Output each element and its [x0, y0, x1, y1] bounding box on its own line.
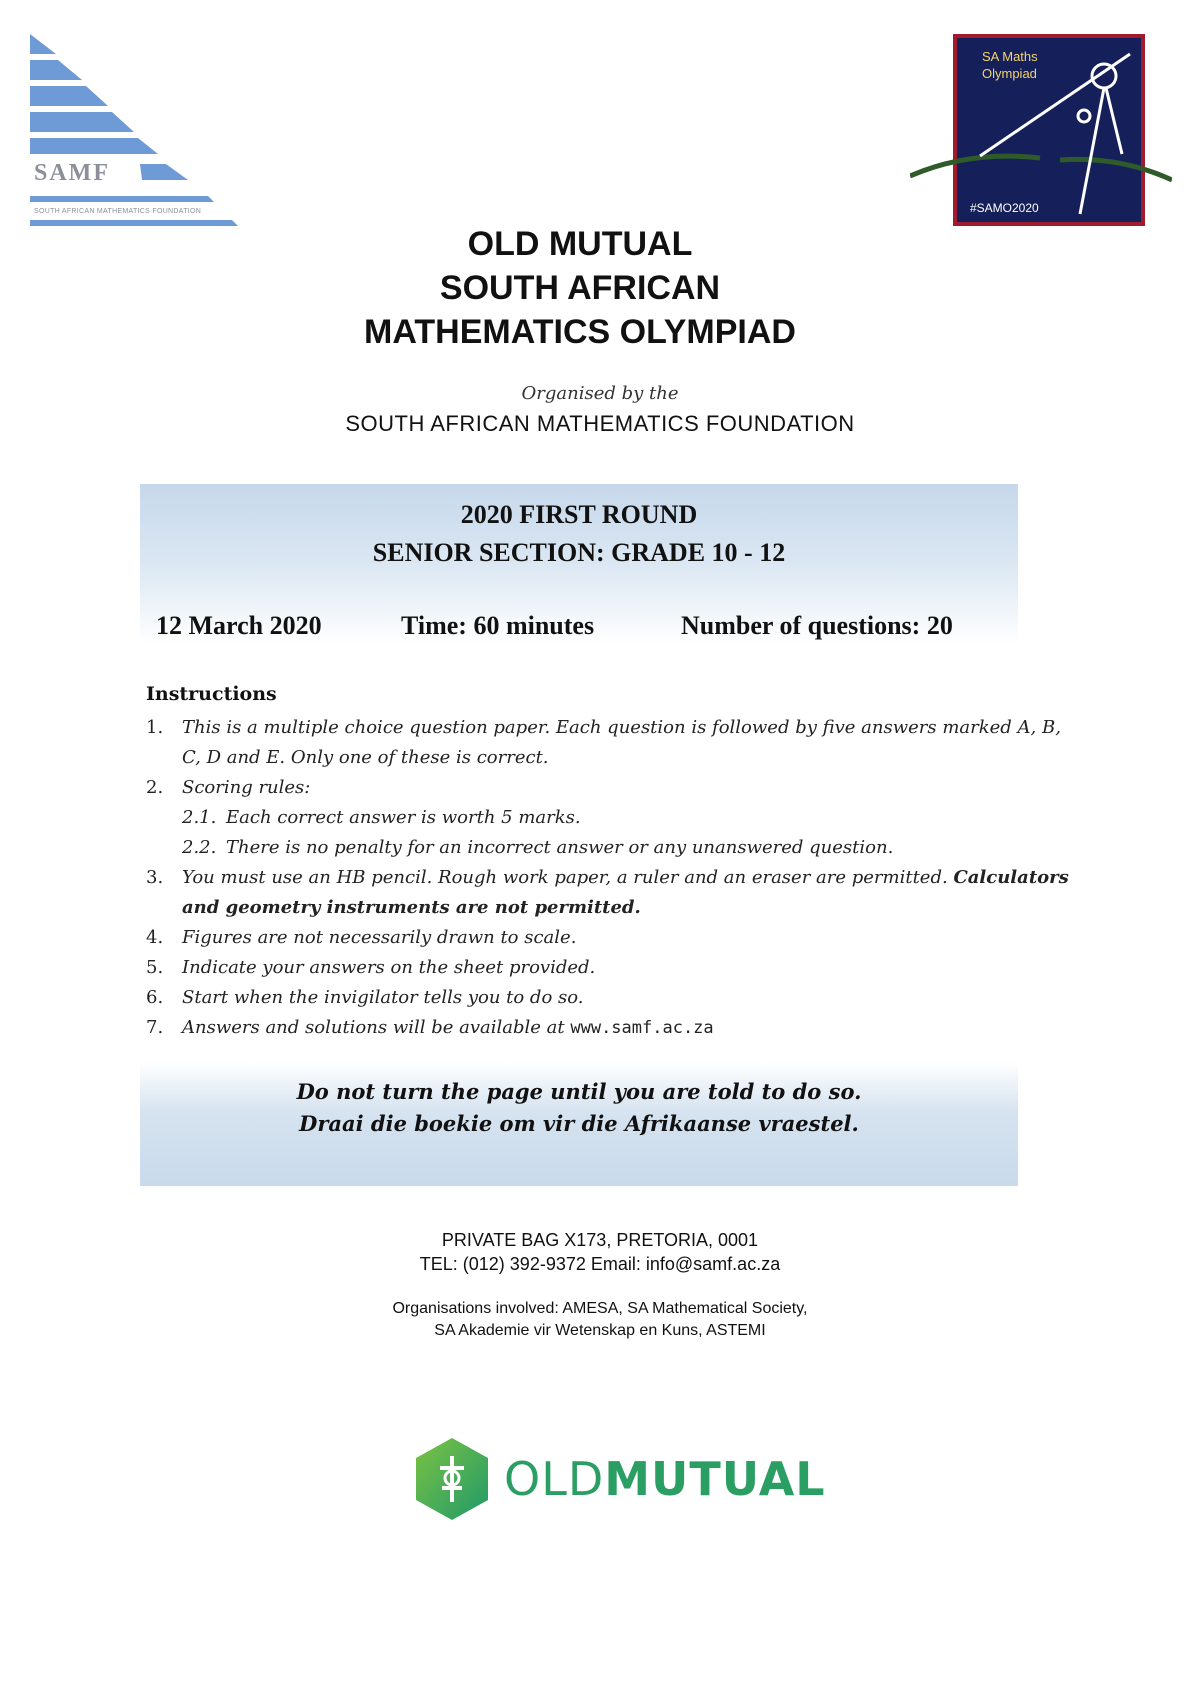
instruction-item: 7. Answers and solutions will be available at www.samf.ac.za: [146, 1017, 714, 1038]
samf-website-link[interactable]: www.samf.ac.za: [570, 1018, 714, 1038]
instruction-item: 3. You must use an HB pencil. Rough work paper, a ruler and an eraser are permitted. Calculators: [146, 867, 1069, 888]
samf-abbr: SAMF: [34, 160, 110, 186]
instruction-item: 4. Figures are not necessarily drawn to scale.: [146, 927, 577, 948]
instruction-subitem: 2.2. There is no penalty for an incorrect answer or any unanswered question.: [182, 837, 894, 858]
samo-line2: Olympiad: [982, 66, 1037, 81]
instructions-list: [146, 713, 1076, 1043]
round-title: [140, 496, 1018, 572]
samo-logo: [910, 34, 1172, 230]
contact-block: [0, 1228, 1200, 1276]
phone-email: TEL: (012) 392-9372 Email: info@samf.ac.za: [419, 1254, 781, 1274]
organisations-line-1: Organisations involved: AMESA, SA Mathematical Society,: [392, 1300, 808, 1317]
postal-address: PRIVATE BAG X173, PRETORIA, 0001: [441, 1230, 759, 1250]
instruction-item: 1. This is a multiple choice question paper. Each question is followed by five answers marked A, B,: [146, 717, 1061, 738]
notice-line-2: Draai die boekie om vir die Afrikaanse vraestel.: [299, 1111, 859, 1136]
section-label: SENIOR SECTION: GRADE 10 - 12: [372, 538, 786, 567]
title-line-3: MATHEMATICS OLYMPIAD: [364, 313, 796, 351]
instructions-heading: Instructions: [146, 683, 277, 705]
old-mutual-emblem-icon: [412, 1436, 492, 1522]
samo-hashtag: #SAMO2020: [970, 201, 1039, 215]
samo-line1: SA Maths: [982, 49, 1038, 64]
notice-box: [140, 1062, 1018, 1186]
exam-date: 12 March 2020: [156, 611, 322, 640]
organiser-name: SOUTH AFRICAN MATHEMATICS FOUNDATION: [345, 411, 855, 436]
round-info-box: [140, 484, 1018, 644]
round-label: 2020 FIRST ROUND: [460, 500, 698, 529]
samf-logo: [28, 34, 268, 230]
title-line-2: SOUTH AFRICAN: [439, 269, 721, 307]
instruction-subitem: 2.1. Each correct answer is worth 5 marks.: [182, 807, 581, 828]
old-mutual-wordmark: OLDMUTUAL: [504, 1452, 826, 1506]
samf-stripes-icon: [28, 34, 268, 230]
page-title: [0, 222, 1160, 354]
organised-by: Organised by the: [521, 383, 679, 404]
instruction-item: and geometry instruments are not permitted.: [182, 897, 641, 918]
question-count: Number of questions: 20: [681, 611, 953, 640]
compass-icon: [910, 34, 1172, 230]
instruction-item: 2. Scoring rules:: [146, 777, 311, 798]
notice-line-1: Do not turn the page until you are told to do so.: [296, 1079, 862, 1104]
exam-time: Time: 60 minutes: [401, 611, 595, 640]
title-line-1: OLD MUTUAL: [467, 225, 693, 263]
instruction-item: C, D and E. Only one of these is correct.: [182, 747, 549, 768]
samf-name: SOUTH AFRICAN MATHEMATICS FOUNDATION: [34, 208, 202, 215]
instruction-item: 5. Indicate your answers on the sheet provided.: [146, 957, 596, 978]
instruction-item: 6. Start when the invigilator tells you to do so.: [146, 987, 584, 1008]
organisations-block: [0, 1298, 1200, 1342]
organisations-line-2: SA Akademie vir Wetenskap en Kuns, ASTEMI: [434, 1322, 766, 1339]
